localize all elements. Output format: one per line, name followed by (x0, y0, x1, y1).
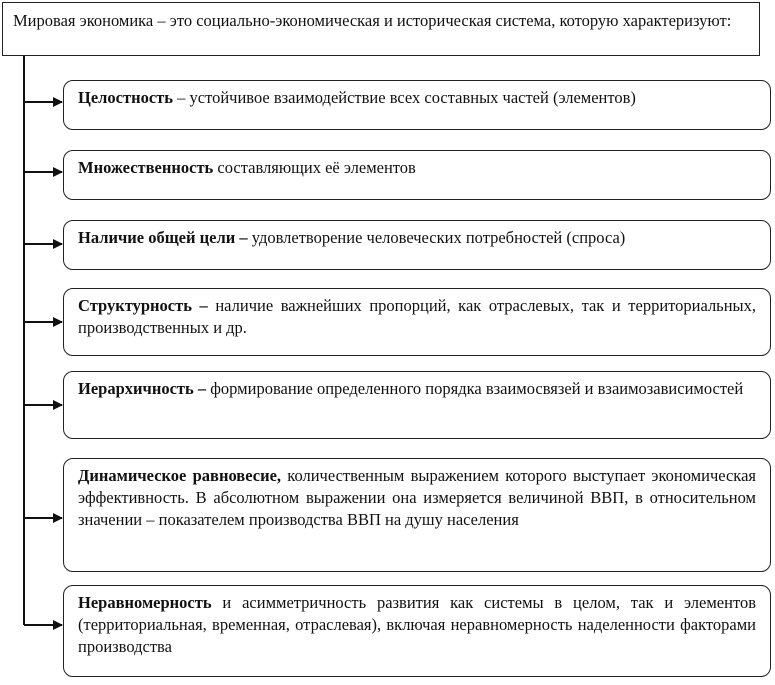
feature-description: составляющих её элементов (213, 158, 416, 177)
feature-description: наличие важнейших пропорций, как отраслевых, так и территориальных, производственных и др. (78, 296, 756, 337)
feature-description: количественным выражением которого выступает экономическая эффективность. В абсолютном выражении она измеряется величиной ВВП, в относительном значении – показателем производства ВВП на душу населения (78, 466, 756, 529)
feature-box-common-goal (63, 220, 771, 270)
feature-description: и асимметричность развития как системы в целом, так и элементов (территориальная, временная, отраслевая), включая неравномерность наделенности факторами производства (78, 593, 756, 656)
feature-description: удовлетворение человеческих потребностей (спроса) (247, 228, 626, 247)
root-definition-text: Мировая экономика – это социально-экономическая и историческая система, которую характеризуют: (13, 11, 732, 30)
feature-box-dynamic-equilibrium (63, 458, 771, 572)
feature-term: Структурность – (78, 296, 208, 315)
feature-term: Динамическое равновесие, (78, 466, 282, 485)
feature-box-integrity (63, 80, 771, 130)
feature-box-hierarchy (63, 371, 771, 439)
feature-term: Наличие общей цели – (78, 228, 248, 247)
feature-term: Целостность (78, 88, 174, 107)
feature-box-multiplicity (63, 150, 771, 200)
root-definition-box (2, 2, 760, 56)
feature-term: Иерархичность – (78, 379, 207, 398)
feature-box-unevenness (63, 585, 771, 677)
feature-description: формирование определенного порядка взаимосвязей и взаимозависимостей (206, 379, 744, 398)
feature-description: – устойчивое взаимодействие всех составных частей (элементов) (173, 88, 636, 107)
feature-term: Множественность (78, 158, 214, 177)
feature-box-structure (63, 288, 771, 356)
feature-term: Неравномерность (78, 593, 212, 612)
